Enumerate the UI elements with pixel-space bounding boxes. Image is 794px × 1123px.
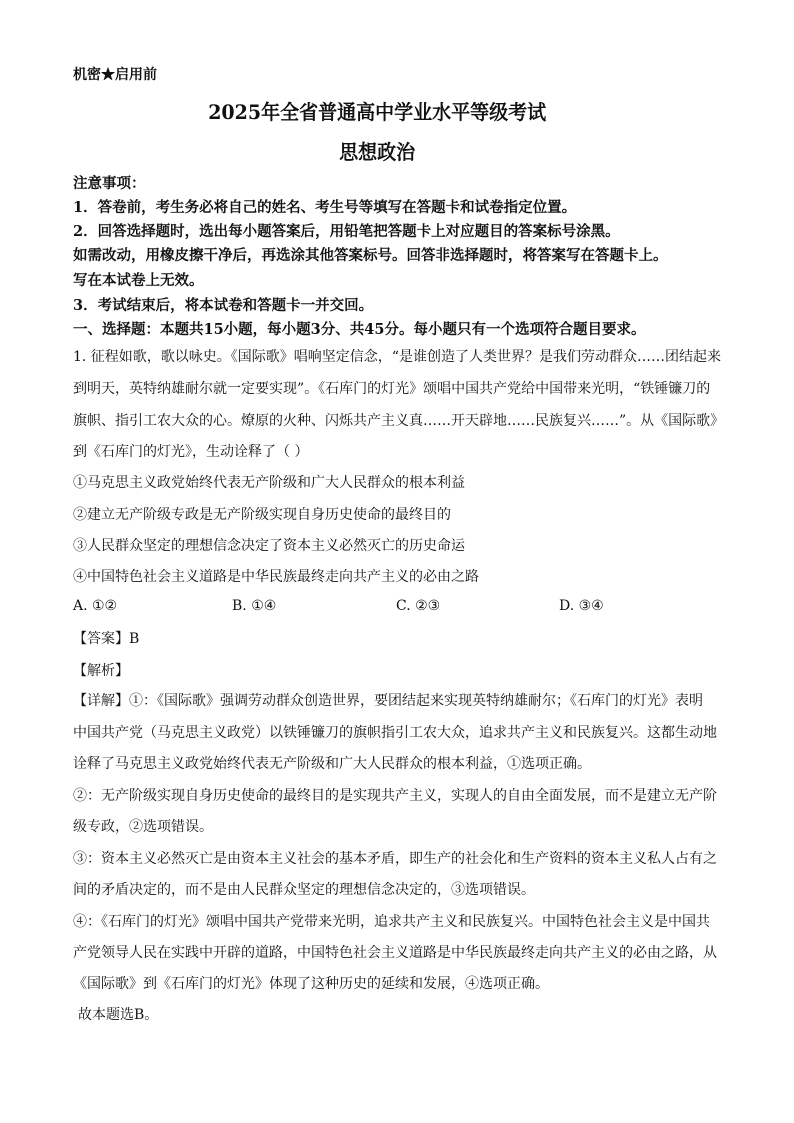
option-a: A. ①② <box>73 598 118 614</box>
conclusion-line: 故本题选B。 <box>78 1007 159 1023</box>
question-line: 1. 征程如歌，歌以咏史。《国际歌》唱响坚定信念，“是谁创造了人类世界？是我们劳动群众……团结起来 <box>73 349 721 365</box>
detail-line: ③：资本主义必然灭亡是由资本主义社会的基本矛盾，即生产的社会化和生产资料的资本主义私人占有之 <box>73 851 717 867</box>
statement: ②建立无产阶级专政是无产阶级实现自身历史使命的最终目的 <box>73 507 451 523</box>
detail-line: 产党领导人民在实践中开辟的道路，中国特色社会主义道路是中华民族最终走向共产主义的必由之路，从 <box>73 945 717 961</box>
question-line: 到明天，英特纳雄耐尔就一定要实现”。《石库门的灯光》颂唱中国共产党给中国带来光明，“铁锤镰刀的 <box>73 381 711 397</box>
analysis-label: 【解析】 <box>73 663 129 679</box>
notes-heading: 注意事项： <box>73 175 146 192</box>
question-line: 到《石库门的灯光》，生动诠释了（ ） <box>73 444 309 460</box>
note-item: 2．回答选择题时，选出每小题答案后，用铅笔把答题卡上对应题目的答案标号涂黑。 <box>73 223 620 240</box>
detail-line: 【详解】①：《国际歌》强调劳动群众创造世界，要团结起来实现英特纳雄耐尔；《石库门的灯光》表明 <box>73 693 703 709</box>
note-item: 如需改动，用橡皮擦干净后，再选涂其他答案标号。回答非选择题时，将答案写在答题卡上。 <box>73 247 668 264</box>
detail-line: ④：《石库门的灯光》颂唱中国共产党带来光明，追求共产主义和民族复兴。中国特色社会主义是中国共 <box>73 914 710 930</box>
statement: ①马克思主义政党始终代表无产阶级和广大人民群众的根本利益 <box>73 475 465 491</box>
detail-line: ②：无产阶级实现自身历史使命的最终目的是实现共产主义，实现人的自由全面发展，而不是建立无产阶 <box>73 788 717 804</box>
note-item: 1．答卷前，考生务必将自己的姓名、考生号等填写在答题卡和试卷指定位置。 <box>73 199 577 216</box>
option-c: C. ②③ <box>396 598 441 614</box>
exam-title: 2025年全省普通高中学业水平等级考试 <box>208 100 547 124</box>
note-item: 写在本试卷上无效。 <box>73 272 204 289</box>
detail-line: 中国共产党（马克思主义政党）以铁锤镰刀的旗帜指引工农大众，追求共产主义和民族复兴。这都生动地 <box>73 725 717 741</box>
subject-title: 思想政治 <box>339 140 416 164</box>
question-line: 旗帜、指引工农大众的心。燎原的火种、闪烁共产主义真……开天辟地……民族复兴……”。从《国际歌》 <box>73 413 725 429</box>
note-item: 3．考试结束后，将本试卷和答题卡一并交回。 <box>73 297 374 314</box>
option-d: D. ③④ <box>559 598 604 614</box>
detail-line: 级专政，②选项错误。 <box>73 819 213 835</box>
detail-line: 间的矛盾决定的，而不是由人民群众坚定的理想信念决定的，③选项错误。 <box>73 882 535 898</box>
detail-line: 诠释了马克思主义政党始终代表无产阶级和广大人民群众的根本利益，①选项正确。 <box>73 756 591 772</box>
confidential-label: 机密★启用前 <box>73 67 157 83</box>
answer-line: 【答案】B <box>73 631 140 647</box>
statement: ④中国特色社会主义道路是中华民族最终走向共产主义的必由之路 <box>73 569 479 585</box>
detail-line: 《国际歌》到《石库门的灯光》体现了这种历史的延续和发展，④选项正确。 <box>73 976 549 992</box>
option-b: B. ①④ <box>232 598 277 614</box>
section-heading: 一、选择题：本题共15小题，每小题3分、共45分。每小题只有一个选项符合题目要求。 <box>73 321 646 338</box>
statement: ③人民群众坚定的理想信念决定了资本主义必然灭亡的历史命运 <box>73 538 465 554</box>
